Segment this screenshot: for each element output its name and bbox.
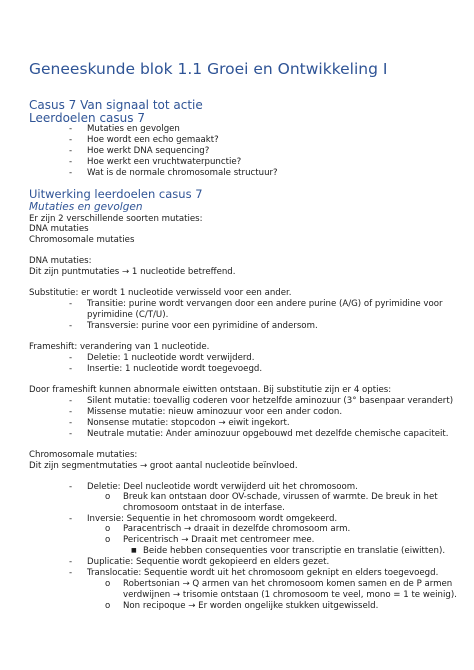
goal-item: Mutaties en gevolgen	[87, 124, 180, 134]
list-item-continuation: pyrimidine (C/T/U).	[87, 310, 169, 320]
case-title: Casus 7 Van signaal tot actie	[29, 98, 203, 112]
circle-bullet-icon: o	[105, 492, 111, 502]
paragraph: DNA mutaties:	[29, 256, 92, 266]
list-item: Silent mutatie: toevallig coderen voor hetzelfde aminozuur (3° basenpaar verandert)	[87, 396, 454, 406]
sub-list-item: Paracentrisch → draait in dezelfde chromosoom arm.	[123, 524, 351, 534]
goals-heading: Leerdoelen casus 7	[29, 111, 145, 125]
bullet-dash: -	[69, 482, 73, 492]
circle-bullet-icon: o	[105, 535, 111, 545]
bullet-dash: -	[69, 557, 73, 567]
bullet-dash: -	[69, 568, 73, 578]
paragraph: Dit zijn segmentmutaties → groot aantal nucleotide beïnvloed.	[29, 461, 298, 471]
paragraph: Frameshift: verandering van 1 nucleotide.	[29, 342, 210, 352]
document-title: Geneeskunde blok 1.1 Groei en Ontwikkeling I	[29, 60, 388, 78]
paragraph: Er zijn 2 verschillende soorten mutaties:	[29, 214, 203, 224]
list-item: Deletie: 1 nucleotide wordt verwijderd.	[87, 353, 255, 363]
sub-list-item-continuation: verdwijnen → trisomie ontstaan (1 chromosoom te veel, mono = 1 te weinig).	[123, 590, 457, 600]
list-item: Inversie: Sequentie in het chromosoom wordt omgekeerd.	[87, 514, 338, 524]
elaboration-heading: Uitwerking leerdoelen casus 7	[29, 187, 203, 201]
paragraph: Dit zijn puntmutaties → 1 nucleotide betreffend.	[29, 267, 236, 277]
list-item: Transitie: purine wordt vervangen door een andere purine (A/G) of pyrimidine voor	[87, 299, 443, 309]
sub-list-item: Non recipoque → Er worden ongelijke stukken uitgewisseld.	[123, 601, 379, 611]
bullet-dash: -	[69, 407, 73, 417]
sub-list-item: Breuk kan ontstaan door OV-schade, virussen of warmte. De breuk in het	[123, 492, 438, 502]
circle-bullet-icon: o	[105, 579, 111, 589]
paragraph: Substitutie: er wordt 1 nucleotide verwisseld voor een ander.	[29, 288, 292, 298]
paragraph: Chromosomale mutaties	[29, 235, 135, 245]
list-item: Deletie: Deel nucleotide wordt verwijderd uit het chromosoom.	[87, 482, 358, 492]
bullet-dash: -	[69, 364, 73, 374]
bullet-dash: -	[69, 146, 73, 156]
bullet-dash: -	[69, 299, 73, 309]
list-item: Neutrale mutatie: Ander aminozuur opgebouwd met dezelfde chemische capaciteit.	[87, 429, 449, 439]
sub-list-item: Pericentrisch → Draait met centromeer mee.	[123, 535, 315, 545]
bullet-dash: -	[69, 353, 73, 363]
list-item: Translocatie: Sequentie wordt uit het chromosoom geknipt en elders toegevoegd.	[87, 568, 439, 578]
bullet-dash: -	[69, 418, 73, 428]
paragraph: Door frameshift kunnen abnormale eiwitten ontstaan. Bij substitutie zijn er 4 opties:	[29, 385, 392, 395]
mutations-subtitle: Mutaties en gevolgen	[29, 201, 143, 213]
bullet-dash: -	[69, 396, 73, 406]
goal-item: Hoe wordt een echo gemaakt?	[87, 135, 219, 145]
square-bullet-icon: ■	[131, 547, 137, 554]
bullet-dash: -	[69, 157, 73, 167]
list-item: Transversie: purine voor een pyrimidine of andersom.	[87, 321, 318, 331]
list-item: Nonsense mutatie: stopcodon → eiwit ingekort.	[87, 418, 290, 428]
sub-sub-list-item: Beide hebben consequenties voor transcriptie en translatie (eiwitten).	[143, 546, 446, 556]
goal-item: Hoe werkt DNA sequencing?	[87, 146, 210, 156]
sub-list-item-continuation: chromosoom ontstaat in de interfase.	[123, 503, 285, 513]
circle-bullet-icon: o	[105, 524, 111, 534]
bullet-dash: -	[69, 429, 73, 439]
bullet-dash: -	[69, 514, 73, 524]
paragraph: DNA mutaties	[29, 224, 89, 234]
list-item: Insertie: 1 nucleotide wordt toegevoegd.	[87, 364, 263, 374]
list-item: Missense mutatie: nieuw aminozuur voor een ander codon.	[87, 407, 343, 417]
goal-item: Wat is de normale chromosomale structuur?	[87, 168, 278, 178]
bullet-dash: -	[69, 168, 73, 178]
bullet-dash: -	[69, 135, 73, 145]
bullet-dash: -	[69, 321, 73, 331]
sub-list-item: Robertsonian → Q armen van het chromosoom komen samen en de P armen	[123, 579, 453, 589]
bullet-dash: -	[69, 124, 73, 134]
list-item: Duplicatie: Sequentie wordt gekopieerd en elders gezet.	[87, 557, 330, 567]
goal-item: Hoe werkt een vruchtwaterpunctie?	[87, 157, 242, 167]
paragraph: Chromosomale mutaties:	[29, 450, 138, 460]
circle-bullet-icon: o	[105, 601, 111, 611]
